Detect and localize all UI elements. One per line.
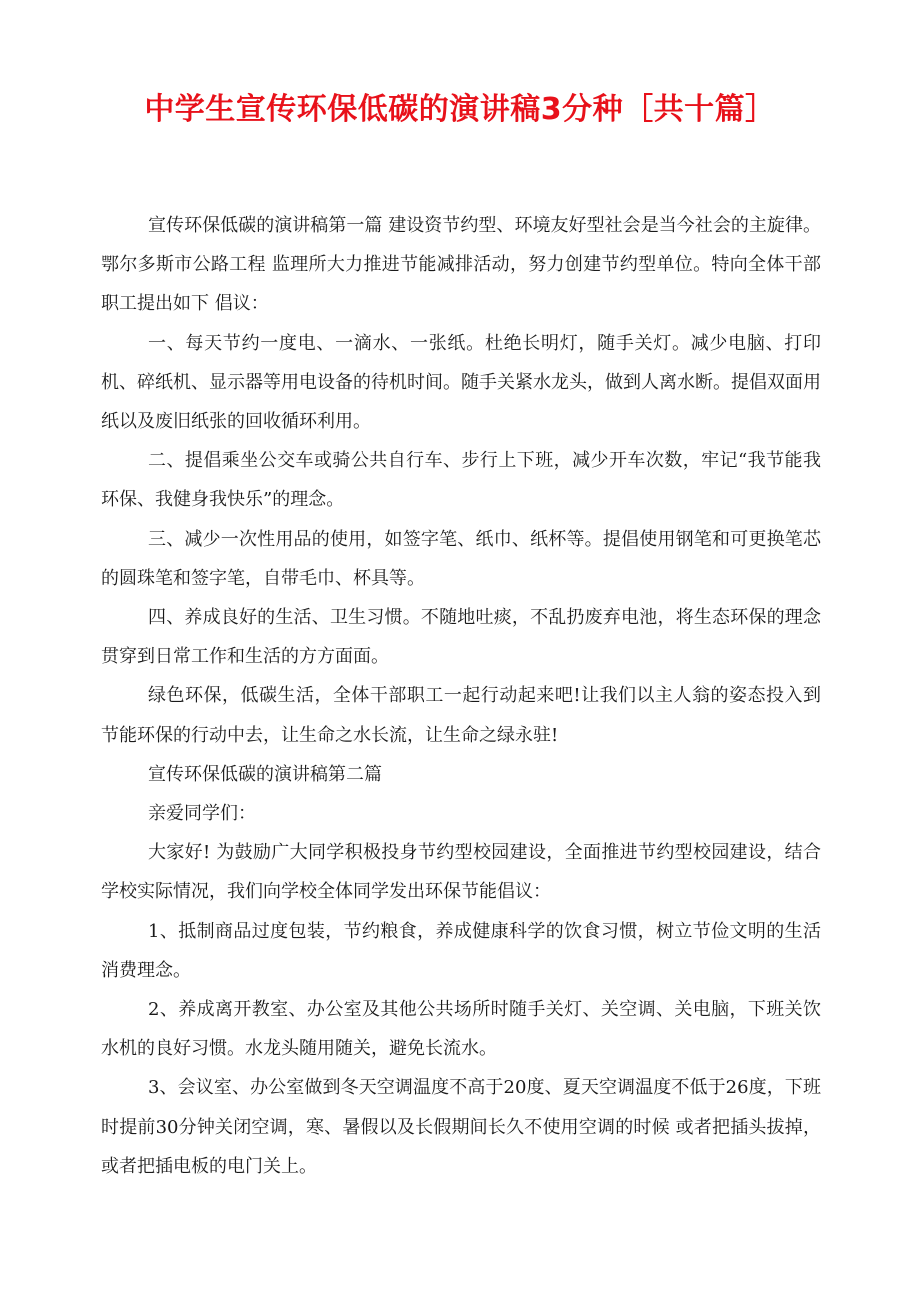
paragraph-greeting: 大家好! 为鼓励广大同学积极投身节约型校园建设，全面推进节约型校园建设，结合 学校实际情况，我们向学校全体同学发出环保节能倡议： (101, 842, 821, 903)
paragraph-point-1: 1、抵制商品过度包装，节约粮食，养成健康科学的饮食习惯，树立节俭文明的生活消费理念。 (101, 920, 821, 981)
paragraph-intro: 宣传环保低碳的演讲稿第一篇 建设资节约型、环境友好型社会是当今社会的主旋律。鄂尔多斯市公路工程 监理所大力推进节能减排活动，努力创建节约型单位。特向全体干部职工提出如下 倡议： (101, 215, 821, 315)
paragraph-item-2: 二、提倡乘坐公交车或骑公共自行车、步行上下班，减少开车次数，牢记“我节能我环保、我健身我快乐”的理念。 (101, 450, 821, 511)
document-body (101, 206, 821, 1186)
salutation: 亲爱同学们： (148, 803, 256, 825)
paragraph-item-3: 三、减少一次性用品的使用，如签字笔、纸巾、纸杯等。提倡使用钢笔和可更换笔芯的圆珠笔和签字笔，自带毛巾、杯具等。 (101, 528, 821, 589)
paragraph-point-3: 3、会议室、办公室做到冬天空调温度不高于20度、夏天空调温度不低于26度，下班时提前30分钟关闭空调，寒、暑假以及长假期间长久不使用空调的时候 或者把插头拔掉，或者把插电板的电门关上。 (101, 1077, 821, 1177)
paragraph-item-4: 四、养成良好的生活、卫生习惯。不随地吐痰，不乱扔废弃电池，将生态环保的理念贯穿到日常工作和生活的方方面面。 (101, 607, 821, 668)
section-heading-second: 宣传环保低碳的演讲稿第二篇 (148, 763, 382, 785)
paragraph-point-2: 2、养成离开教室、办公室及其他公共场所时随手关灯、关空调、关电脑，下班关饮水机的良好习惯。水龙头随用随关，避免长流水。 (101, 999, 821, 1060)
paragraph-item-1: 一、每天节约一度电、一滴水、一张纸。杜绝长明灯，随手关灯。减少电脑、打印机、碎纸机、显示器等用电设备的待机时间。随手关紧水龙头，做到人离水断。提倡双面用纸以及废旧纸张的回收循环利用。 (101, 332, 821, 433)
paragraph-closing: 绿色环保，低碳生活，全体干部职工一起行动起来吧!让我们以主人翁的姿态投入到节能环保的行动中去，让生命之水长流，让生命之绿永驻! (101, 685, 821, 746)
document-title: 中学生宣传环保低碳的演讲稿3分种［共十篇］ (144, 92, 776, 127)
